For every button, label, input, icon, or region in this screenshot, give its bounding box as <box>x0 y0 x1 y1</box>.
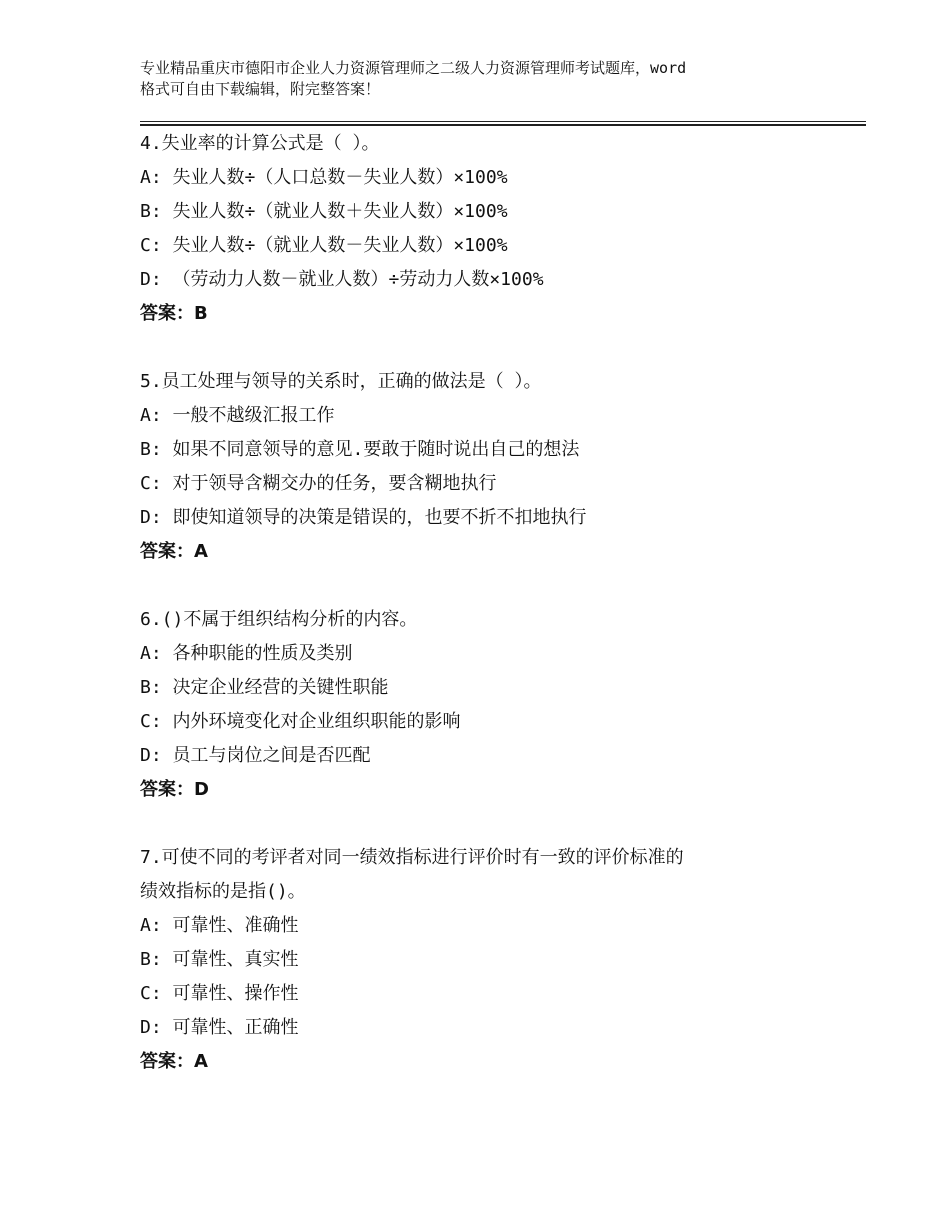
question-5 <box>140 365 820 569</box>
question-stem: 6.()不属于组织结构分析的内容。 <box>140 609 418 630</box>
option-b: B: 决定企业经营的关键性职能 <box>140 677 389 698</box>
question-stem-line-1: 7.可使不同的考评者对同一绩效指标进行评价时有一致的评价标准的 <box>140 847 684 868</box>
option-d: D: 员工与岗位之间是否匹配 <box>140 745 371 766</box>
option-d: D: 即使知道领导的决策是错误的，也要不折不扣地执行 <box>140 507 587 528</box>
question-stem: 4.失业率的计算公式是（ ）。 <box>140 133 380 154</box>
option-d: D: 可靠性、正确性 <box>140 1017 299 1038</box>
question-list <box>140 127 820 1113</box>
header-line-1: 专业精品重庆市德阳市企业人力资源管理师之二级人力资源管理师考试题库，word <box>140 59 687 77</box>
option-c: C: 可靠性、操作性 <box>140 983 299 1004</box>
question-6 <box>140 603 820 807</box>
option-b: B: 可靠性、真实性 <box>140 949 299 970</box>
answer-label: 答案：D <box>140 779 209 800</box>
option-c: C: 失业人数÷（就业人数－失业人数）×100% <box>140 235 508 256</box>
answer-label: 答案：A <box>140 1051 208 1072</box>
option-a: A: 失业人数÷（人口总数－失业人数）×100% <box>140 167 508 188</box>
question-4 <box>140 127 820 331</box>
option-c: C: 内外环境变化对企业组织职能的影响 <box>140 711 461 732</box>
option-d: D: （劳动力人数－就业人数）÷劳动力人数×100% <box>140 269 544 290</box>
answer-label: 答案：A <box>140 541 208 562</box>
question-stem-line-2: 绩效指标的是指()。 <box>140 881 306 902</box>
answer-label: 答案：B <box>140 303 208 324</box>
option-a: A: 一般不越级汇报工作 <box>140 405 335 426</box>
question-stem: 5.员工处理与领导的关系时，正确的做法是（ ）。 <box>140 371 542 392</box>
option-b: B: 如果不同意领导的意见.要敢于随时说出自己的想法 <box>140 439 580 460</box>
option-a: A: 各种职能的性质及类别 <box>140 643 353 664</box>
option-a: A: 可靠性、准确性 <box>140 915 299 936</box>
header-divider-thin <box>140 121 866 122</box>
question-7 <box>140 841 820 1079</box>
option-b: B: 失业人数÷（就业人数＋失业人数）×100% <box>140 201 508 222</box>
option-c: C: 对于领导含糊交办的任务，要含糊地执行 <box>140 473 497 494</box>
header-divider-thick <box>140 124 866 126</box>
document-header <box>140 58 840 100</box>
header-line-2: 格式可自由下载编辑，附完整答案！ <box>140 80 381 98</box>
